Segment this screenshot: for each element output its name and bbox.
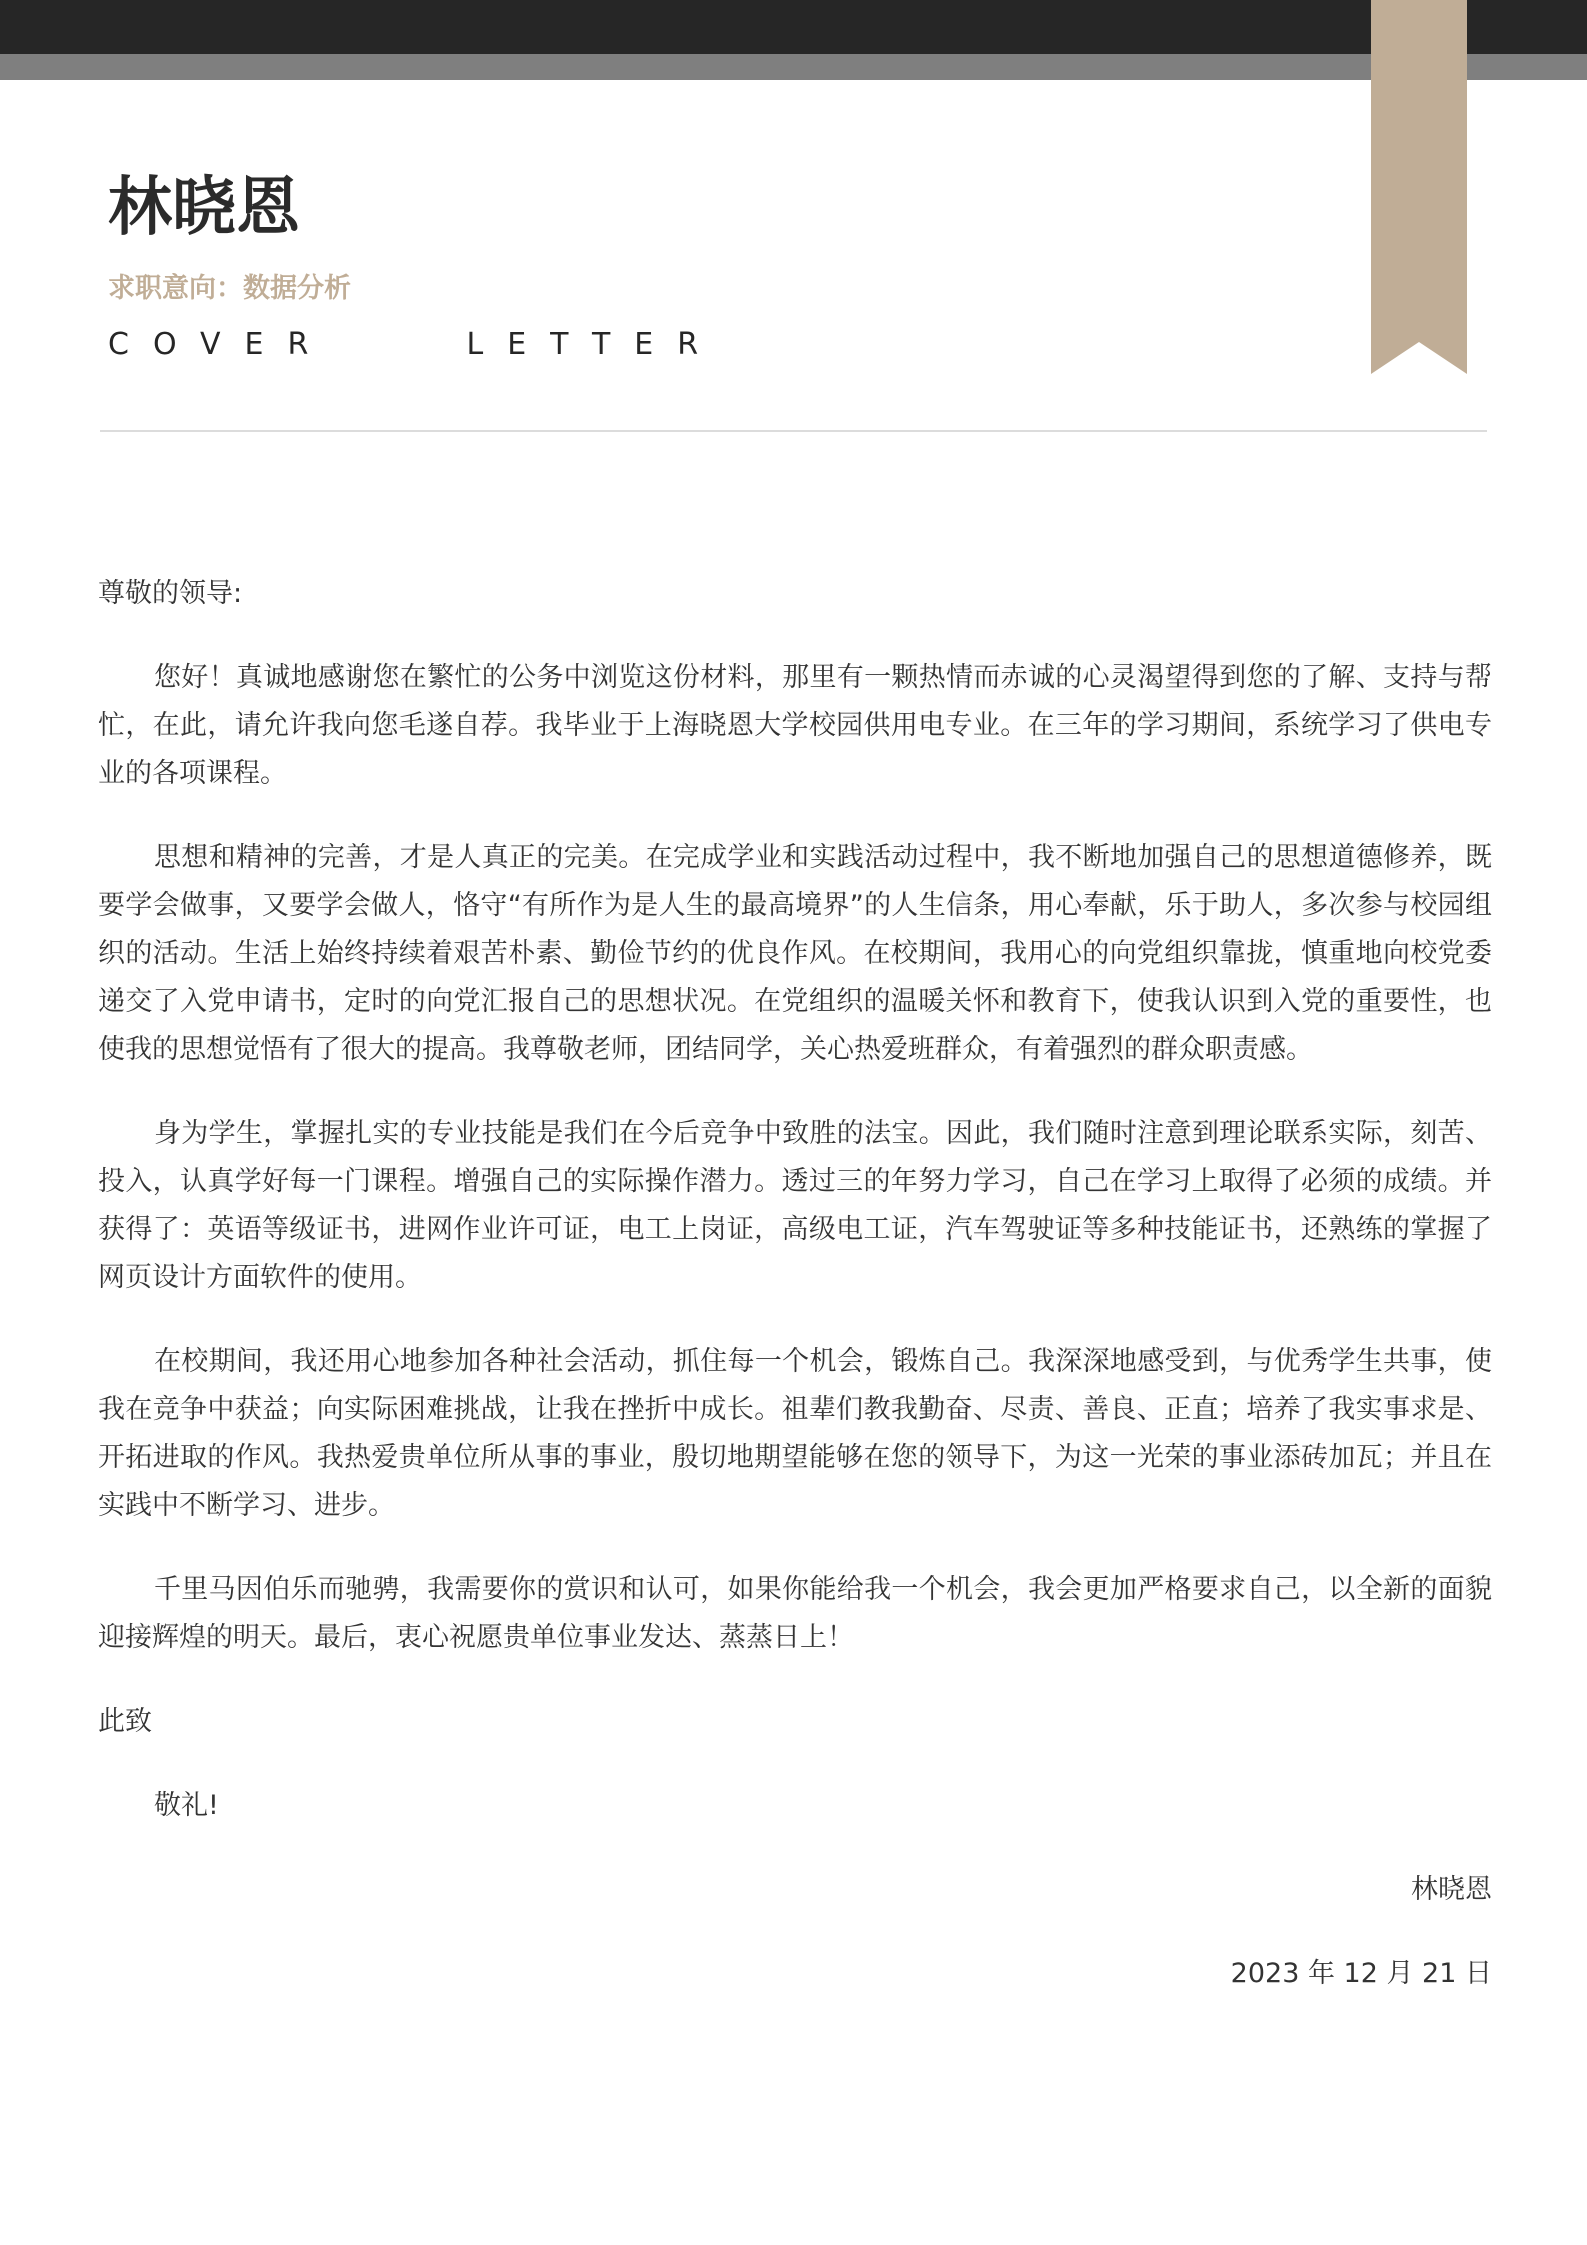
salutation: 尊敬的领导:	[98, 578, 243, 609]
header-divider	[100, 430, 1487, 432]
bookmark-ribbon	[1371, 0, 1467, 374]
signature: 林晓恩	[1411, 1874, 1492, 1905]
letter-header	[108, 170, 1108, 363]
letter-body	[98, 570, 1492, 2034]
regards: 敬礼!	[154, 1790, 219, 1821]
paragraph-skills: 身为学生，掌握扎实的专业技能是我们在今后竞争中致胜的法宝。因此，我们随时注意到理论联系实际，刻苦、投入，认真学好每一门课程。增强自己的实际操作潜力。透过三的年努力学习，自己在学习上取得了必须的成绩。并获得了：英语等级证书，进网作业许可证，电工上岗证，高级电工证，汽车驾驶证等多种技能证书，还熟练的掌握了网页设计方面软件的使用。	[98, 1118, 1492, 1293]
paragraph-character: 思想和精神的完善，才是人真正的完美。在完成学业和实践活动过程中，我不断地加强自己的思想道德修养，既要学会做事，又要学会做人，恪守“有所作为是人生的最高境界”的人生信条，用心奉献，乐于助人，多次参与校园组织的活动。生活上始终持续着艰苦朴素、勤俭节约的优良作风。在校期间，我用心的向党组织靠拢，慎重地向校党委递交了入党申请书，定时的向党汇报自己的思想状况。在党组织的温暖关怀和教育下，使我认识到入党的重要性，也使我的思想觉悟有了很大的提高。我尊敬老师，团结同学，关心热爱班群众，有着强烈的群众职责感。	[98, 842, 1492, 1065]
top-gray-bar	[0, 54, 1587, 80]
paragraph-closing-wish: 千里马因伯乐而驰骋，我需要你的赏识和认可，如果你能给我一个机会，我会更加严格要求自己，以全新的面貌迎接辉煌的明天。最后，衷心祝愿贵单位事业发达、蒸蒸日上！	[98, 1574, 1492, 1653]
paragraph-activities: 在校期间，我还用心地参加各种社会活动，抓住每一个机会，锻炼自己。我深深地感受到，与优秀学生共事，使我在竞争中获益；向实际困难挑战，让我在挫折中成长。祖辈们教我勤奋、尽责、善良、正直；培养了我实事求是、开拓进取的作风。我热爱贵单位所从事的事业，殷切地期望能够在您的领导下，为这一光荣的事业添砖加瓦；并且在实践中不断学习、进步。	[98, 1346, 1492, 1521]
closing: 此致	[98, 1706, 152, 1737]
applicant-name: 林晓恩	[108, 171, 300, 245]
paragraph-greeting: 您好！真诚地感谢您在繁忙的公务中浏览这份材料，那里有一颗热情而赤诚的心灵渴望得到您的了解、支持与帮忙，在此，请允许我向您毛遂自荐。我毕业于上海晓恩大学校园供用电专业。在三年的学习期间，系统学习了供电专业的各项课程。	[98, 662, 1492, 789]
letter-date: 2023 年 12 月 21 日	[1230, 1958, 1492, 1989]
cover-letter-title: COVER LETTER	[108, 327, 723, 363]
job-intent: 求职意向：数据分析	[108, 272, 351, 304]
top-dark-bar	[0, 0, 1587, 54]
